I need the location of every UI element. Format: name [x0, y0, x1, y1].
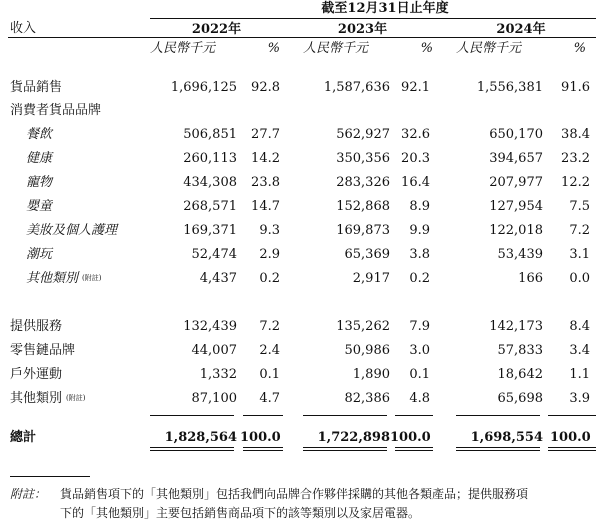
percent-cell: 23.2	[561, 151, 590, 166]
amount-cell: 1,556,381	[476, 80, 543, 95]
period-heading: 截至12月31日止年度	[321, 1, 449, 16]
percent-cell: 0.2	[259, 271, 280, 286]
row-label: 貨品銷售	[10, 80, 63, 95]
footnote-rule	[10, 476, 90, 477]
amount-cell: 1,696,125	[170, 80, 237, 95]
percent-cell: 0.0	[569, 271, 590, 286]
amount-cell: 1,698,554	[470, 430, 543, 445]
percent-cell: 92.1	[401, 80, 430, 95]
row-label: 寵物	[26, 175, 53, 190]
total-rule-bot-2022b2	[243, 450, 283, 451]
amount-cell: 169,873	[336, 223, 390, 238]
amount-cell: 1,890	[352, 367, 390, 382]
year-2023: 2023年	[337, 22, 388, 37]
row-label: 零售鏈品牌	[10, 343, 76, 358]
amount-cell: 135,262	[336, 319, 390, 334]
amount-cell: 44,007	[191, 343, 237, 358]
row-label: 總計	[10, 430, 37, 445]
percent-cell: 3.9	[569, 391, 590, 406]
percent-cell: 100.0	[240, 430, 281, 445]
amount-cell: 1,828,564	[164, 430, 237, 445]
amount-cell: 82,386	[344, 391, 390, 406]
percent-cell: 2.9	[259, 247, 280, 262]
amount-cell: 152,868	[336, 199, 390, 214]
percent-cell: 14.2	[251, 151, 280, 166]
amount-cell: 268,571	[183, 199, 237, 214]
amount-cell: 166	[518, 271, 543, 286]
total-rule-bot-2022a	[150, 447, 234, 448]
amount-cell: 57,833	[497, 343, 543, 358]
total-rule-bot-2024b2	[548, 450, 596, 451]
percent-cell: 38.4	[561, 127, 590, 142]
total-rule-bot-2023b	[395, 447, 433, 448]
total-rule-bot-2024b	[548, 447, 596, 448]
amount-cell: 53,439	[497, 247, 543, 262]
amount-cell: 18,642	[497, 367, 543, 382]
amount-cell: 122,018	[489, 223, 543, 238]
total-rule-top-2022a	[150, 415, 234, 416]
amount-cell: 506,851	[183, 127, 237, 142]
year-2024: 2024年	[496, 22, 546, 37]
percent-cell: 9.3	[259, 223, 280, 238]
amount-cell: 350,356	[336, 151, 390, 166]
percent-cell: 2.4	[259, 343, 280, 358]
footnote-prefix: 附註：	[10, 487, 47, 501]
percent-cell: 100.0	[390, 430, 431, 445]
percent-cell: 16.4	[401, 175, 430, 190]
amount-cell: 434,308	[183, 175, 237, 190]
year-rule-2023	[292, 37, 433, 38]
footnote-line-2: 下的「其他類別」主要包括銷售商品項下的該等類別以及家居電器。	[60, 506, 421, 520]
row-label: 其他類別	[10, 391, 63, 406]
percent-cell: 7.2	[259, 319, 280, 334]
percent-cell: 3.1	[569, 247, 590, 262]
percent-cell: 100.0	[550, 430, 591, 445]
row-note	[66, 390, 85, 410]
percent-cell: 0.1	[409, 367, 430, 382]
percent-cell: 0.1	[259, 367, 280, 382]
percent-cell: 32.6	[401, 127, 430, 142]
pct-label-2022: %	[267, 41, 280, 56]
total-rule-top-2024b	[548, 415, 596, 416]
row-note-mark: (附註)	[66, 394, 86, 402]
row-label: 消費者貨品品牌	[10, 103, 102, 118]
percent-cell: 7.5	[569, 199, 590, 214]
total-rule-bot-2023b2	[395, 450, 433, 451]
total-rule-bot-2022b	[243, 447, 283, 448]
percent-cell: 4.8	[409, 391, 430, 406]
amount-cell: 142,173	[489, 319, 543, 334]
row-note-mark: (附註)	[82, 274, 102, 282]
amount-cell: 87,100	[191, 391, 237, 406]
row-label: 提供服務	[10, 319, 63, 334]
percent-cell: 23.8	[251, 175, 280, 190]
total-rule-bot-2022a2	[150, 450, 234, 451]
percent-cell: 27.7	[251, 127, 280, 142]
percent-cell: 3.4	[569, 343, 590, 358]
total-rule-top-2023b	[395, 415, 433, 416]
percent-cell: 3.8	[409, 247, 430, 262]
amount-cell: 650,170	[489, 127, 543, 142]
revenue-label: 收入	[10, 21, 37, 36]
total-rule-top-2022b	[243, 415, 283, 416]
amount-cell: 1,332	[199, 367, 237, 382]
total-rule-bot-2024a	[456, 447, 540, 448]
percent-cell: 20.3	[401, 151, 430, 166]
percent-cell: 91.6	[561, 80, 590, 95]
amount-cell: 283,326	[336, 175, 390, 190]
percent-cell: 1.1	[569, 367, 590, 382]
total-rule-bot-2023a	[303, 447, 387, 448]
total-rule-bot-2023a2	[303, 450, 387, 451]
unit-label-2023: 人民幣千元	[303, 41, 369, 56]
year-rule-2024	[446, 37, 596, 38]
amount-cell: 2,917	[352, 271, 390, 286]
unit-label-2022: 人民幣千元	[150, 41, 216, 56]
percent-cell: 0.2	[409, 271, 430, 286]
amount-cell: 50,986	[344, 343, 390, 358]
percent-cell: 7.2	[569, 223, 590, 238]
row-label: 戶外運動	[10, 367, 63, 382]
row-label: 其他類別	[26, 271, 79, 286]
row-label: 美妝及個人護理	[26, 223, 118, 238]
header-rule-top	[150, 18, 596, 19]
unit-label-2024: 人民幣千元	[456, 41, 522, 56]
percent-cell: 3.0	[409, 343, 430, 358]
percent-cell: 92.8	[251, 80, 280, 95]
percent-cell: 7.9	[409, 319, 430, 334]
amount-cell: 562,927	[336, 127, 390, 142]
percent-cell: 14.7	[251, 199, 280, 214]
amount-cell: 127,954	[489, 199, 543, 214]
year-2022: 2022年	[191, 22, 242, 37]
row-label: 嬰童	[26, 199, 53, 214]
amount-cell: 52,474	[191, 247, 237, 262]
amount-cell: 65,698	[497, 391, 543, 406]
amount-cell: 132,439	[183, 319, 237, 334]
amount-cell: 394,657	[489, 151, 543, 166]
percent-cell: 8.4	[569, 319, 590, 334]
percent-cell: 9.9	[409, 223, 430, 238]
footnote-line-1: 貨品銷售項下的「其他類別」包括我們向品牌合作夥伴採購的其他各類產品；提供服務項	[60, 487, 529, 501]
pct-label-2023: %	[420, 41, 433, 56]
pct-label-2024: %	[573, 41, 586, 56]
row-note	[82, 270, 101, 290]
percent-cell: 12.2	[561, 175, 590, 190]
total-rule-top-2023a	[303, 415, 387, 416]
amount-cell: 65,369	[344, 247, 390, 262]
row-label: 健康	[26, 151, 53, 166]
row-label: 潮玩	[26, 247, 53, 262]
amount-cell: 1,722,898	[317, 430, 390, 445]
percent-cell: 4.7	[259, 391, 280, 406]
amount-cell: 207,977	[489, 175, 543, 190]
total-rule-bot-2024a2	[456, 450, 540, 451]
amount-cell: 260,113	[183, 151, 237, 166]
amount-cell: 1,587,636	[323, 80, 390, 95]
percent-cell: 8.9	[409, 199, 430, 214]
total-rule-top-2024a	[456, 415, 540, 416]
amount-cell: 169,371	[183, 223, 237, 238]
year-rule-2022	[150, 37, 283, 38]
row-label: 餐飲	[26, 127, 53, 142]
amount-cell: 4,437	[199, 271, 237, 286]
